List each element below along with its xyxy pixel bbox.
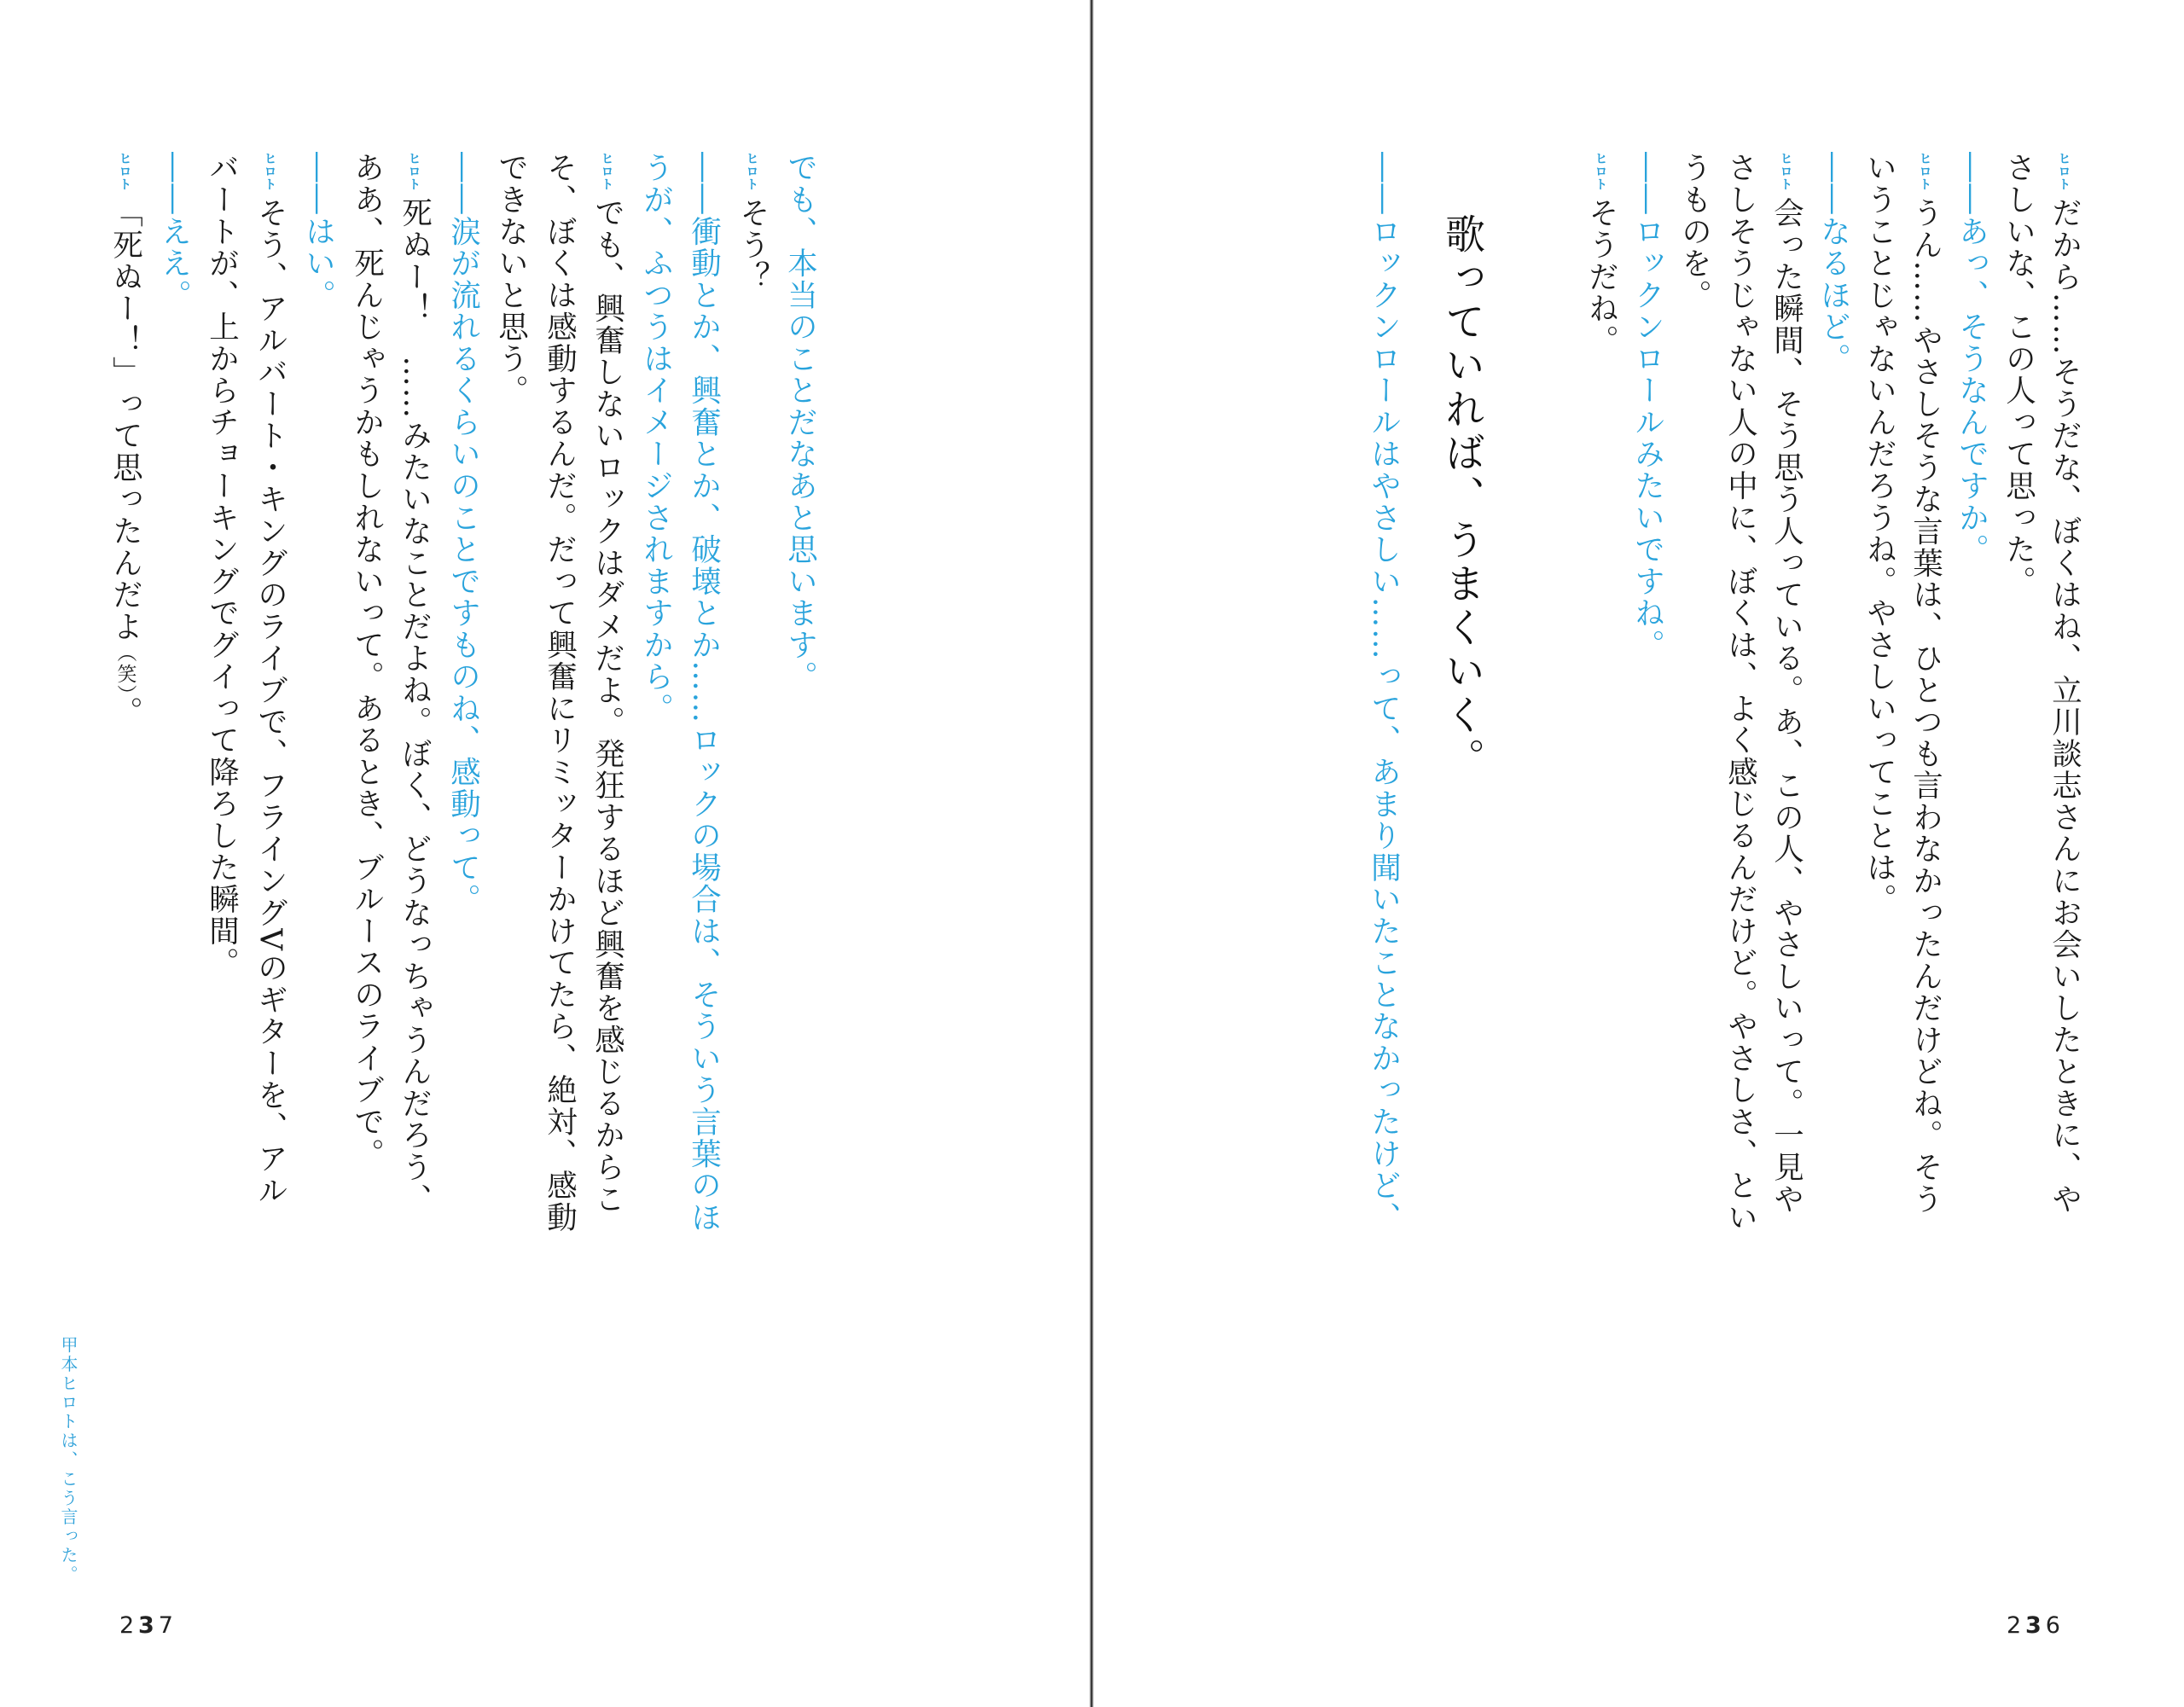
text-column (592, 152, 623, 1215)
speaker-line: だから……そうだな、ぼくはね、立川談志さんにお会いしたときに、や (2047, 197, 2082, 1215)
text-column (493, 152, 529, 407)
text-column (300, 152, 336, 311)
question-dash: ―― (445, 152, 481, 216)
running-title: 甲本ヒロトは、こう言った。 (58, 1336, 78, 1585)
text-column (782, 152, 818, 693)
interviewer-line: 衝動とか、興奮とか、破壊とか……ロックの場合は、そういう言葉のほ (686, 215, 722, 1234)
speaker-tag: ヒロト (406, 152, 422, 190)
text-column (1910, 152, 1941, 1215)
page-number-left: 237 (119, 1612, 177, 1639)
text-column (156, 152, 192, 311)
text-column (1815, 152, 1851, 374)
page-number-right: 236 (2007, 1612, 2065, 1639)
speaker-line: できないと思う。 (493, 152, 529, 407)
question-dash: ―― (1954, 152, 1989, 216)
text-column (1676, 152, 1712, 311)
question-dash: ―― (1815, 152, 1851, 216)
speaker-tag: ヒロト (262, 152, 278, 190)
speaker-line: ああ、死んじゃうかもしれないって。あるとき、ブルースのライブで。 (349, 152, 385, 1170)
text-column (1722, 152, 1758, 1234)
interviewer-line: でも、本当のことだなあと思います。 (782, 152, 818, 693)
speaker-line: いうことじゃないんだろうね。やさしいってことは。 (1862, 152, 1897, 915)
text-column (349, 152, 385, 1170)
interviewer-line: あっ、そうなんですか。 (1954, 215, 1989, 566)
speaker-line: バートが、上からチョーキングでグイって降ろした瞬間。 (204, 152, 240, 979)
speaker-line: そ、ぼくは感動するんだ。だって興奮にリミッターかけてたら、絶対、感動 (542, 152, 578, 1234)
question-dash: ―― (300, 152, 336, 216)
text-column (1864, 152, 1895, 915)
laugh-note: （笑） (113, 642, 136, 696)
question-dash: ―― (1366, 152, 1402, 216)
text-column (204, 152, 240, 979)
text-column (2049, 152, 2080, 1215)
section-headline: 歌っていれば、うまくいく。 (1438, 213, 1485, 781)
text-column (737, 152, 768, 293)
question-dash: ―― (156, 152, 192, 216)
speaker-tag: ヒロト (117, 152, 133, 190)
text-column (1629, 152, 1665, 661)
text-column (1771, 152, 1802, 1215)
interviewer-line: うが、ふつうはイメージされますから。 (638, 152, 674, 724)
speaker-line: さしいな、この人って思った。 (2001, 152, 2036, 597)
question-dash: ―― (686, 152, 722, 216)
text-column: ヒロト「死ぬー！」って思ったんだよ（笑）。 (107, 152, 143, 728)
interviewer-line: はい。 (300, 215, 336, 311)
interviewer-line: ロックンロールはやさしい……って、あまり聞いたことなかったけど、 (1366, 215, 1402, 1234)
speaker-tag: ヒロト (1917, 152, 1933, 190)
interviewer-line: 涙が流れるくらいのことですものね、感動って。 (445, 215, 481, 915)
text-column (445, 152, 481, 915)
speaker-line: 会った瞬間、そう思う人っている。あ、この人、やさしいって。一見や (1769, 197, 1804, 1215)
speaker-tag: ヒロト (1778, 152, 1794, 190)
text-column (638, 152, 674, 724)
text-column (1956, 152, 1987, 566)
text-column (1583, 152, 1619, 357)
speaker-tag: ヒロト (2056, 152, 2072, 190)
interviewer-line: ロックンロールみたいですね。 (1629, 215, 1665, 661)
speaker-line: さしそうじゃない人の中に、ぼくは、よく感じるんだけど。やさしさ、とい (1722, 152, 1758, 1234)
interviewer-line: なるほど。 (1815, 215, 1851, 374)
text-column (686, 152, 722, 1234)
book-spine (1089, 0, 1094, 1707)
text-column (397, 152, 433, 1215)
interviewer-line: ええ。 (156, 215, 192, 311)
speaker-line: うものを。 (1676, 152, 1712, 311)
speaker-tag: ヒロト (599, 152, 615, 190)
question-dash: ―― (1629, 152, 1665, 216)
text-column (542, 152, 578, 1234)
speaker-line: そうだね。 (1583, 197, 1619, 357)
speaker-line: そう、アルバート・キングのライブで、フライングVのギターを、アル (253, 197, 288, 1206)
text-column (255, 152, 286, 1206)
text-column (2003, 152, 2034, 597)
speaker-line: 「死ぬー！」って思ったんだよ (107, 197, 143, 642)
speaker-tag: ヒロト (744, 152, 760, 190)
speaker-line: 死ぬー！ ……みたいなことだよね。ぼく、どうなっちゃうんだろう、 (397, 197, 433, 1215)
speaker-line: そう？ (735, 197, 770, 293)
text-column (1366, 152, 1402, 1234)
speaker-line: うん……やさしそうな言葉は、ひとつも言わなかったんだけどね。そう (1908, 197, 1943, 1215)
speaker-line: でも、興奮しないロックはダメだよ。発狂するほど興奮を感じるからこ (590, 197, 625, 1215)
speaker-tag: ヒロト (1593, 152, 1609, 190)
